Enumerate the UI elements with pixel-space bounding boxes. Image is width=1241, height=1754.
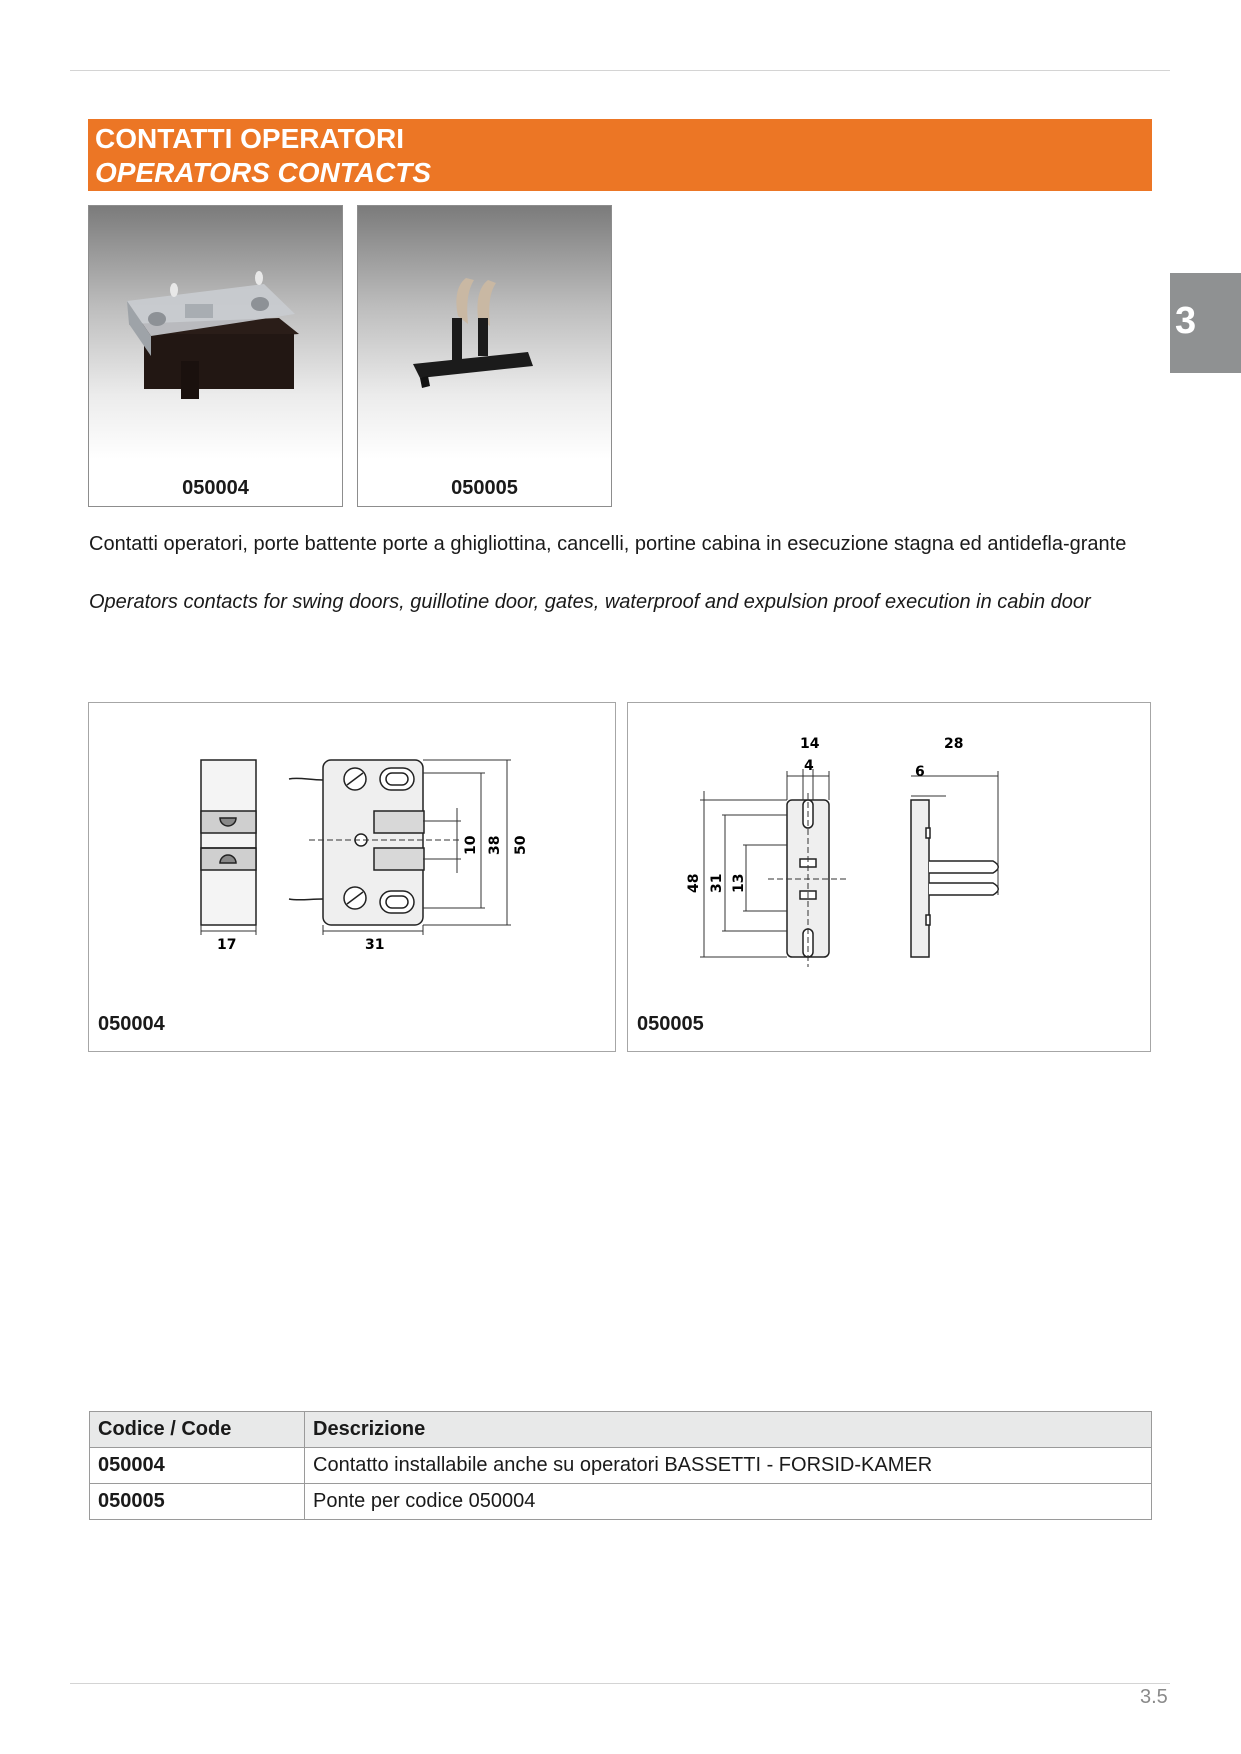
- drawing-code: 050005: [637, 1013, 704, 1035]
- product-photo-card-050005: [357, 205, 612, 507]
- table-header-row: [90, 1412, 1152, 1448]
- row-description: Ponte per codice 050004: [305, 1484, 1152, 1520]
- dim-height-31: 31: [709, 873, 725, 893]
- dim-inner-width: 4: [804, 758, 814, 774]
- drawing-050004-svg: [89, 703, 615, 1051]
- dim-side-width: 17: [217, 937, 237, 953]
- section-title-en: OPERATORS CONTACTS: [95, 157, 432, 188]
- technical-drawing-050005: [627, 702, 1151, 1052]
- description-it: Contatti operatori, porte battente porte a ghigliottina, cancelli, portine cabina in esecuzione stagna ed antidefla-grante: [89, 533, 1127, 555]
- dim-height-13: 13: [731, 873, 747, 893]
- dim-side-length: 28: [944, 736, 964, 752]
- dim-height-38: 38: [487, 835, 503, 855]
- dim-height-48: 48: [686, 873, 702, 893]
- dim-front-width: 31: [365, 937, 385, 953]
- technical-drawing-050004: [88, 702, 616, 1052]
- photo-code: 050004: [182, 477, 249, 499]
- row-code: 050004: [90, 1448, 305, 1484]
- codes-table: [89, 1411, 1152, 1520]
- contact-block-photo: [89, 206, 342, 459]
- dim-side-width: 6: [915, 764, 925, 780]
- dim-outer-width: 14: [800, 736, 820, 752]
- section-header: [88, 119, 1152, 191]
- table-row: [90, 1448, 1152, 1484]
- dim-height-50: 50: [513, 835, 529, 855]
- bottom-rule: [70, 1683, 1170, 1684]
- product-photo-card-050004: [88, 205, 343, 507]
- page-number: 3.5: [1140, 1686, 1168, 1708]
- bridge-photo: [358, 206, 611, 459]
- section-title-it: CONTATTI OPERATORI: [95, 123, 405, 154]
- chapter-tab[interactable]: 3: [1170, 273, 1241, 373]
- top-rule: [70, 70, 1170, 71]
- photo-code: 050005: [451, 477, 518, 499]
- column-header-description: Descrizione: [305, 1412, 1152, 1448]
- drawing-code: 050004: [98, 1013, 165, 1035]
- row-description: Contatto installabile anche su operatori BASSETTI - FORSID-KAMER: [305, 1448, 1152, 1484]
- dim-height-10: 10: [463, 835, 479, 855]
- description-en: Operators contacts for swing doors, guillotine door, gates, waterproof and expulsion proof execution in cabin door: [89, 591, 1091, 613]
- drawing-050005-svg: [628, 703, 1150, 1051]
- row-code: 050005: [90, 1484, 305, 1520]
- column-header-code: Codice / Code: [90, 1412, 305, 1448]
- table-row: [90, 1484, 1152, 1520]
